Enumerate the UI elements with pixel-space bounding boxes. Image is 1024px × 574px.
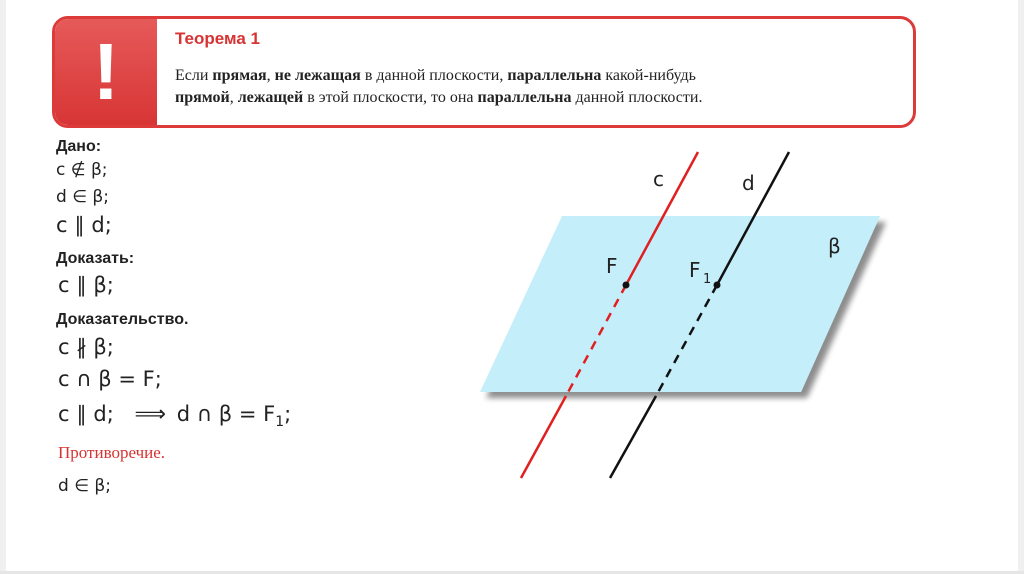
given-item: c ∥ d; <box>56 213 112 237</box>
theorem-line-2 <box>175 87 895 109</box>
theorem-text-segment: не лежащая <box>274 67 361 84</box>
theorem-text-segment: , <box>229 89 238 106</box>
theorem-text-segment: параллельна <box>477 89 572 106</box>
theorem-text-segment: данной плоскости. <box>571 89 703 106</box>
exclamation-badge <box>55 19 157 125</box>
label-F: F <box>606 254 618 278</box>
proof-step-3-left: c ∥ d; <box>58 402 114 426</box>
label-c: c <box>653 167 664 191</box>
label-F1-sub: 1 <box>703 272 712 287</box>
proof-heading: Доказательство. <box>56 311 189 328</box>
geometry-figure <box>460 140 920 490</box>
proof-step-3-sub: 1 <box>275 414 285 431</box>
point-F <box>623 282 630 289</box>
contradiction-text: Противоречие. <box>58 443 166 462</box>
conclusion: d ∈ β; <box>58 476 111 496</box>
prove-statement: c ∥ β; <box>58 273 114 297</box>
proof-step: c ∩ β = F; <box>58 367 162 391</box>
theorem-text-segment: в данной плоскости, <box>360 67 508 84</box>
theorem-text-segment: в этой плоскости, то она <box>303 89 478 106</box>
implies-symbol: ⟹ <box>134 402 167 427</box>
theorem-text-segment: лежащей <box>237 89 304 106</box>
point-F1 <box>714 282 721 289</box>
proof-step-3 <box>58 402 291 430</box>
proof-step-3-right: d ∩ β = F <box>176 402 276 426</box>
theorem-title: Теорема 1 <box>175 29 260 48</box>
theorem-text-segment: прямая <box>212 67 267 84</box>
label-beta: β <box>828 234 841 258</box>
theorem-text-segment: Если <box>175 67 213 84</box>
line-d-lower <box>610 396 656 478</box>
prove-heading: Доказать: <box>56 250 135 267</box>
right-frame <box>1018 0 1024 574</box>
label-d: d <box>742 171 755 195</box>
theorem-text-segment: прямой <box>175 89 230 106</box>
given-item: c ∉ β; <box>56 160 108 180</box>
theorem-text-segment: какой-нибудь <box>601 67 696 84</box>
exclamation-icon: ! <box>92 27 120 116</box>
theorem-box <box>52 16 916 128</box>
line-c-lower <box>521 396 566 478</box>
theorem-text-segment: параллельна <box>507 67 602 84</box>
theorem-line-1 <box>175 65 895 87</box>
proof-step-3-end: ; <box>284 402 292 426</box>
proof-step: c ∦ β; <box>58 335 114 359</box>
given-item: d ∈ β; <box>56 187 109 207</box>
theorem-statement <box>175 65 895 109</box>
label-F1: F <box>689 258 701 282</box>
plane-beta <box>480 216 880 392</box>
left-frame <box>0 0 6 574</box>
theorem-text-segment: , <box>266 67 275 84</box>
given-heading: Дано: <box>56 138 102 155</box>
